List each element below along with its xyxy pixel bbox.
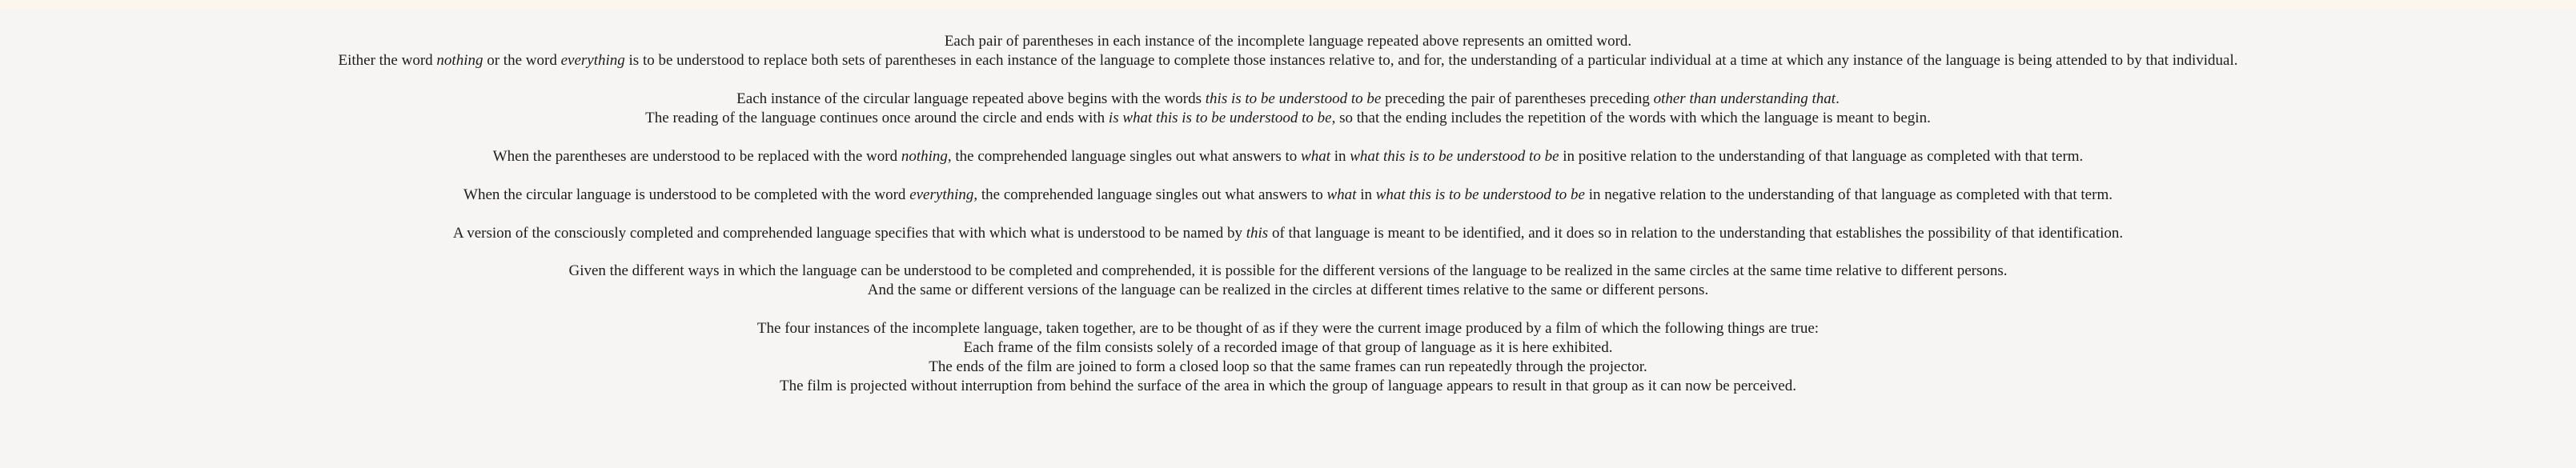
text-line [0,358,2576,377]
text-segment: in [1330,148,1350,165]
italic-text: nothing [436,52,484,69]
paragraph-version [0,224,2576,243]
italic-text: everything [560,52,625,69]
text-segment: The film is projected without interruption from behind the surface of the area in which the group of language appears to result in that group as it can now be perceived. [780,378,1796,394]
text-line [0,186,2576,205]
text-segment: The reading of the language continues once around the circle and ends with [645,110,1109,126]
text-line [0,338,2576,358]
italic-text: this is to be understood to be [1205,90,1382,107]
text-segment: in [1356,186,1376,203]
text-segment: , the comprehended language singles out what answers to [947,148,1302,165]
text-line [0,319,2576,338]
text-segment: When the parentheses are understood to be replaced with the word [492,148,901,165]
italic-text: nothing [901,148,948,165]
text-segment: or the word [483,52,561,69]
text-segment: Each instance of the circular language repeated above begins with the words [736,90,1206,107]
text-segment: Each pair of parentheses in each instance of the incomplete language repeated above represents an omitted word. [944,33,1632,50]
text-segment: Each frame of the film consists solely of a recorded image of that group of language as it is here exhibited. [963,339,1613,356]
text-segment: A version of the consciously completed and comprehended language specifies that with which what is understood to be named by [452,225,1246,242]
text-line [0,109,2576,128]
text-line [0,90,2576,109]
italic-text: what [1301,148,1330,165]
paragraph-omitted-word [0,32,2576,70]
text-line [0,51,2576,70]
italic-text: is what this is to be understood to be [1108,110,1332,126]
text-line [0,224,2576,243]
italic-text: other than understanding that [1653,90,1836,107]
paragraph-film [0,319,2576,396]
text-segment: . [1836,90,1840,107]
text-segment: , the comprehended language singles out what answers to [973,186,1327,203]
paragraph-circular-language [0,90,2576,128]
italic-text: what this is to be understood to be [1350,148,1559,165]
text-line [0,147,2576,166]
text-line [0,377,2576,396]
paragraph-nothing [0,147,2576,166]
italic-text: this [1246,225,1269,242]
text-segment: of that language is meant to be identified, and it does so in relation to the understanding that establishes the possibility of that identification. [1268,225,2124,242]
text-segment: When the circular language is understood to be completed with the word [463,186,910,203]
paragraph-different-ways [0,262,2576,300]
text-segment: preceding the pair of parentheses preceding [1381,90,1654,107]
text-segment: Given the different ways in which the language can be understood to be completed and comprehended, it is possible for the different versions of the language to be realized in the same circles at the same time relative to different persons. [568,262,2008,279]
text-segment: is to be understood to replace both sets of parentheses in each instance of the language to complete those instances relative to, and for, the understanding of a particular individual at a time at which any instance of the language is being attended to by that individual. [624,52,2238,69]
text-segment: , so that the ending includes the repetition of the words with which the language is meant to begin. [1331,110,1931,126]
text-segment: in negative relation to the understanding of that language as completed with that term. [1584,186,2113,203]
text-segment: The ends of the film are joined to form a closed loop so that the same frames can run repeatedly through the projector. [929,358,1647,375]
italic-text: everything [909,186,974,203]
italic-text: what this is to be understood to be [1375,186,1585,203]
text-line [0,32,2576,51]
paragraph-everything [0,186,2576,205]
text-segment: The four instances of the incomplete language, taken together, are to be thought of as if they were the current image produced by a film of which the following things are true: [756,320,1820,337]
text-segment: in positive relation to the understanding of that language as completed with that term. [1559,148,2084,165]
text-segment: And the same or different versions of the language can be realized in the circles at different times relative to the same or different persons. [867,282,1709,298]
text-line [0,281,2576,300]
text-line [0,262,2576,281]
text-segment: Either the word [338,52,437,69]
italic-text: what [1326,186,1357,203]
